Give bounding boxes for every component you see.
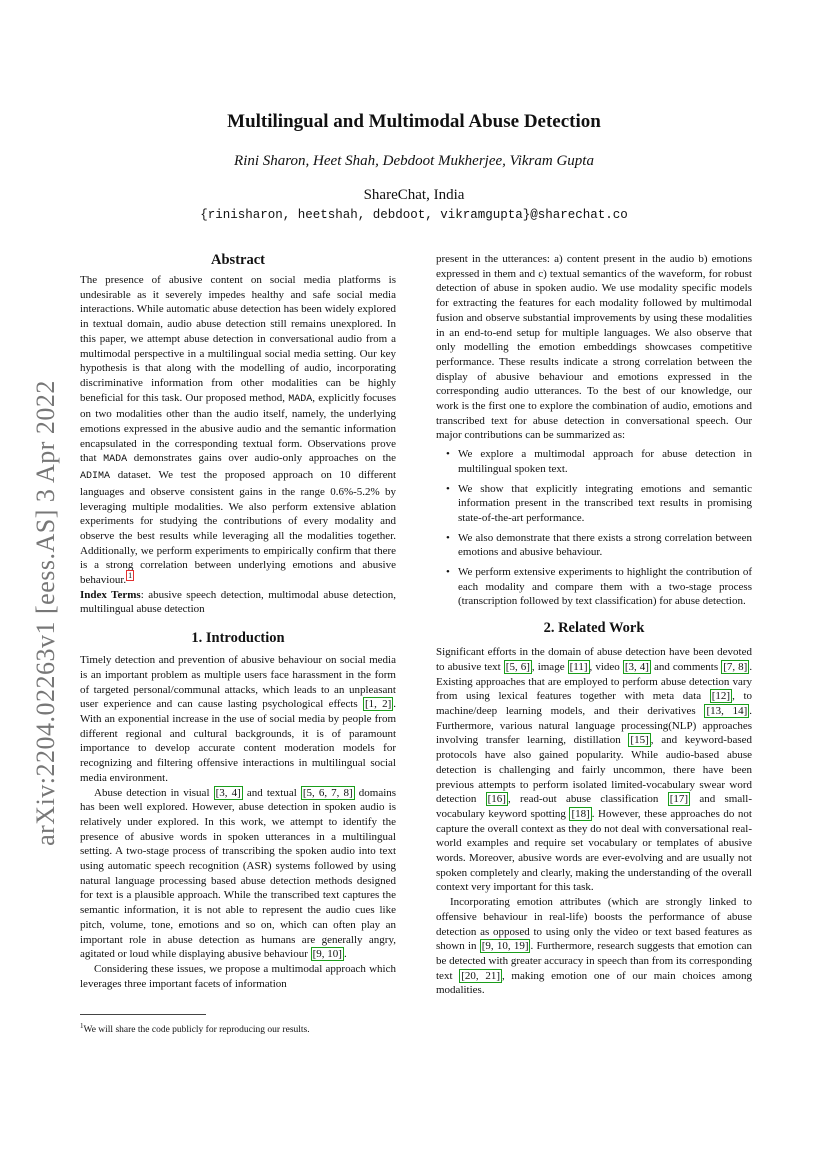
- intro-paragraph: Timely detection and prevention of abusive behaviour on social media is an important problem as multiple users face harassment in the form of targeted personal/communal attacks, which leads to an unpleasant user experience and can cause lasting psychological effects [1, 2] . With an exponential increase in the use of social media by people from different regional and cultural backgrounds, it is of paramount importance to develop accurate content moderation models for recognizing and filtering offensive interactions in multilingual social media environment.: [80, 654, 396, 784]
- intro-heading: 1. Introduction: [191, 630, 285, 647]
- footnote: [80, 1020, 396, 1036]
- list-item: • We explore a multimodal approach for abuse detection in multilingual spoken text.: [446, 448, 752, 475]
- citation-link[interactable]: [9, 10]: [312, 948, 342, 961]
- citation-link[interactable]: [11]: [569, 660, 588, 673]
- left-column: [80, 250, 396, 991]
- footnote-link[interactable]: 1: [128, 571, 133, 581]
- index-terms: Index Terms: abusive speech detection, multimodal abuse detection, multilingual abuse detection: [80, 588, 396, 616]
- citation-link[interactable]: [7, 8]: [723, 660, 748, 673]
- related-paragraph: Incorporating emotion attributes (which are strongly linked to offensive behaviour in real-life) boosts the performance of abuse detection as opposed to using only the video or text based features as shown in [9, 10, 19] . Furthermore, research suggests that emotion can be detected with greater accuracy in speech than from its corresponding text [20, 21] , making emotion one of our main choices among modalities.: [436, 896, 753, 997]
- footnote-mark: 1: [80, 1022, 84, 1030]
- citation-link[interactable]: [5, 6, 7, 8]: [302, 786, 353, 799]
- author-list: Rini Sharon, Heet Shah, Debdoot Mukherjee, Vikram Gupta: [234, 153, 594, 169]
- citation-link[interactable]: [3, 4]: [624, 660, 649, 673]
- citation-link[interactable]: [17]: [669, 793, 689, 806]
- related-paragraph: Significant efforts in the domain of abuse detection have been devoted to abusive text [5, 6] , image [11] , video [3, 4] and comments [7, 8] . Existing approaches that are employed to perform abuse detection vary from using lexical features together with meta data [12] , to machine/deep learning models, and their derivatives [13, 14] . Furthermore, various natural language processing(NLP) approaches involving transfer learning, distillation [15] , and keyword-based protocols have also gained popularity. While audio-based abuse detection is challenging and fairly uncommon, there have been previous attempts to perform isolated limited-vocabulary swear word detection [16] , read-out abuse classification [17] and small-vocabulary keyword spotting [18] . However, these approaches do not capture the overall context as they do not deal with conversational real-world examples and require set vocabulary or templates of abusive words. Moreover, abusive words are ever-evolving and are usually not spoken completely and clearly, making the understanding of the overall context very important for this task.: [436, 646, 753, 894]
- abstract-heading: Abstract: [211, 252, 265, 268]
- arxiv-identifier: [30, 360, 62, 865]
- bullet-icon: •: [446, 482, 450, 495]
- method-name: MADA: [288, 393, 313, 405]
- citation-link[interactable]: [20, 21]: [461, 969, 500, 982]
- bullet-icon: •: [446, 566, 450, 579]
- citation-link[interactable]: [12]: [711, 690, 731, 703]
- contribution-list: [436, 447, 752, 609]
- citation-link[interactable]: [18]: [571, 807, 590, 820]
- citation-link[interactable]: [3, 4]: [215, 786, 241, 799]
- citation-link[interactable]: [9, 10, 19]: [481, 940, 529, 953]
- list-item: • We also demonstrate that there exists a strong correlation between emotions and abusive behaviour.: [446, 531, 752, 559]
- citation-link[interactable]: [13, 14]: [706, 704, 748, 717]
- citation-link[interactable]: [16]: [487, 793, 506, 806]
- footnote-rule: [80, 1014, 206, 1015]
- citation-link[interactable]: [5, 6]: [505, 660, 530, 673]
- citation-link[interactable]: [1, 2]: [364, 698, 392, 711]
- list-item: • We show that explicitly integrating emotions and semantic information present in the transcribed text results in promising state-of-the-art performance.: [446, 482, 752, 524]
- bullet-icon: •: [446, 448, 450, 461]
- method-name: MADA: [103, 454, 128, 466]
- list-item: • We perform extensive experiments to highlight the contribution of each modality and compare them with a two-stage process (transcription followed by text classification) for abuse detection.: [446, 566, 752, 608]
- right-column: [436, 252, 752, 998]
- arxiv-identifier-text: arXiv:2204.02263v1 [eess.AS] 3 Apr 2022: [31, 379, 61, 846]
- dataset-name: ADIMA: [80, 471, 111, 483]
- footnote-text: We will share the code publicly for reproducing our results.: [83, 1025, 310, 1036]
- related-work-heading: 2. Related Work: [543, 620, 645, 637]
- intro-paragraph: Considering these issues, we propose a multimodal approach which leverages three important facets of information: [80, 962, 396, 990]
- intro-paragraph: present in the utterances: a) content present in the audio b) emotions expressed in them and c) textual semantics of the waveform, for robust detection of abuse in spoken audio. We use modality specific models for extracting the features for each modality followed by multimodal fusion and observe substantial improvements by using these modalities in an end-to-end setup for multiple languages. We also observe that only modelling the emotion embeddings showcases competitive performance. These results indicate a strong correlation between the display of abusive behaviour and emotions expressed in the corresponding audio utterances. To the best of our knowledge, our work is the first one to explore the combination of audio, emotions and transcribed text for abuse detection in conversational speech. Our major contributions can be summarized as:: [436, 253, 752, 442]
- abstract-text: The presence of abusive content on social media platforms is undesirable as it severely impedes healthy and safe social media interactions. While automatic abuse detection has been widely explored in textual domain, audio abuse detection still remains unexplored. In this paper, we attempt abuse detection in conversational audio from a multimodal perspective in a multilingual social media setting. Our key hypothesis is that along with the modelling of audio, incorporating discriminative information from other modalities can be highly beneficial for this task. Our proposed method, MADA, explicitly focuses on two modalities other than the audio itself, namely, the underlying emotions expressed in the abusive audio and the semantic information encapsulated in the corresponding textual form. Observations prove that MADA demonstrates gains over audio-only approaches on the ADIMA dataset. We test the proposed approach on 10 different languages and observe consistent gains in the range 0.6%-5.2% by leveraging multiple modalities. We also perform extensive ablation experiments for studying the contributions of every modality and observe the best results while leveraging all the modalities together. Additionally, we perform experiments to empirically confirm that there is a strong correlation between underlying emotions and abusive behaviour. $^1$: [80, 274, 397, 587]
- index-terms-label: Index Terms: [80, 588, 141, 601]
- affiliation: ShareChat, India: [363, 187, 465, 203]
- paper-title: Multilingual and Multimodal Abuse Detection: [227, 111, 601, 132]
- author-emails: {rinisharon, heetshah, debdoot, vikramgupta}@sharechat.co: [200, 208, 628, 222]
- citation-link[interactable]: [15]: [630, 734, 649, 747]
- bullet-icon: •: [446, 531, 450, 544]
- intro-paragraph: Abuse detection in visual [3, 4] and textual [5, 6, 7, 8] domains has been well explored. However, abuse detection in spoken audio is relatively under explored. In this work, we attempt to identify the presence of abusive words in spoken utterances in a multilingual setting. A two-stage process of transcribing the spoken audio into text using automatic speech recognition (ASR) systems followed by using natural language processing based abuse detection methods designed for text is a plausible approach. While the transcribed text captures the semantic information, it is not able to represent the audio cues like pitch, volume, tone, emotions and so on, which can often play an important role in abuse detection as humans are generally angry, agitated or loud while displaying abusive behaviour [9, 10] .: [80, 786, 397, 961]
